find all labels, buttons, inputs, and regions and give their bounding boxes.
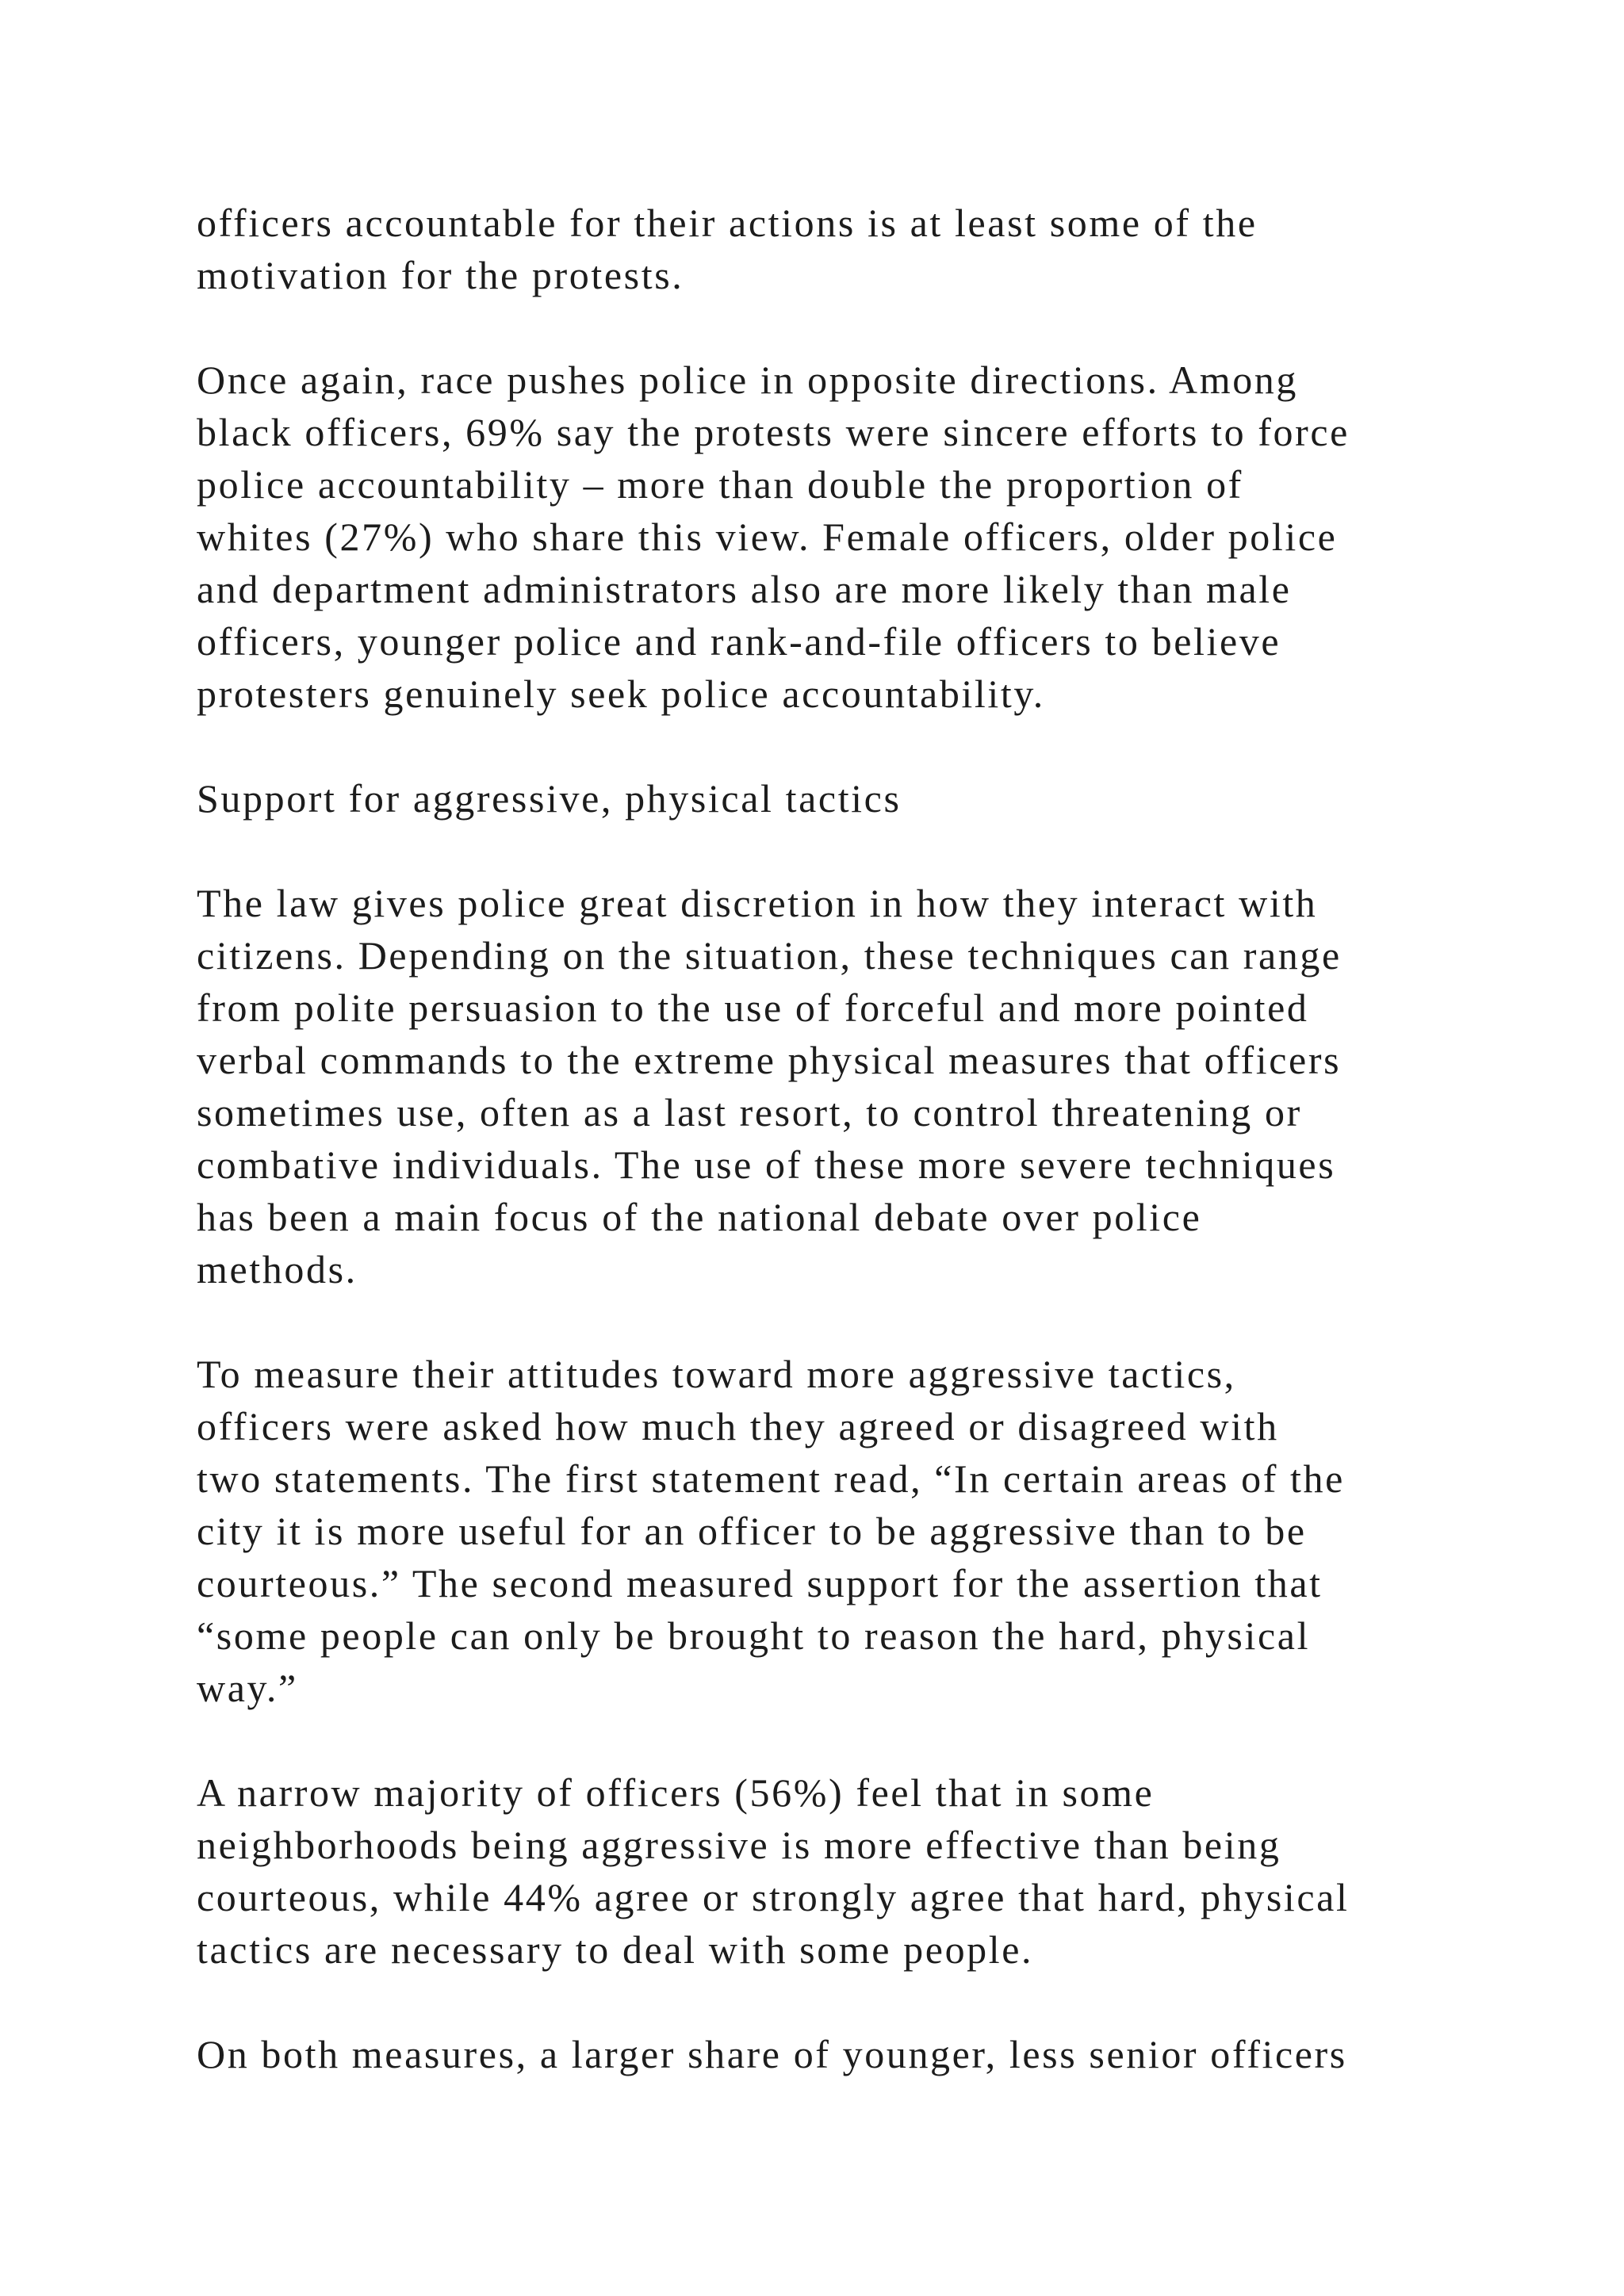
paragraph	[197, 877, 1497, 1295]
text-line: Once again, race pushes police in opposite directions. Among	[197, 358, 1299, 402]
text-line: protesters genuinely seek police accountability.	[197, 672, 1045, 716]
text-line: motivation for the protests.	[197, 253, 684, 297]
text-line: combative individuals. The use of these more severe techniques	[197, 1142, 1336, 1187]
text-line: On both measures, a larger share of younger, less senior officers	[197, 2032, 1347, 2076]
section-heading	[197, 772, 1497, 825]
text-line: from polite persuasion to the use of forceful and more pointed	[197, 985, 1309, 1030]
paragraph	[197, 2028, 1497, 2080]
paragraph	[197, 1766, 1497, 1976]
text-line: has been a main focus of the national debate over police	[197, 1195, 1202, 1239]
text-line: black officers, 69% say the protests were sincere efforts to force	[197, 410, 1350, 454]
text-line: methods.	[197, 1247, 358, 1292]
text-line: whites (27%) who share this view. Female officers, older police	[197, 515, 1338, 559]
text-line: neighborhoods being aggressive is more effective than being	[197, 1823, 1281, 1867]
text-line: way.”	[197, 1666, 298, 1710]
text-line: “some people can only be brought to reason the hard, physical	[197, 1613, 1311, 1658]
paragraph	[197, 354, 1497, 720]
text-line: officers accountable for their actions is at least some of the	[197, 201, 1258, 245]
text-line: officers, younger police and rank-and-file officers to believe	[197, 619, 1281, 664]
text-line: two statements. The first statement read, “In certain areas of the	[197, 1456, 1345, 1501]
text-line: city it is more useful for an officer to be aggressive than to be	[197, 1509, 1307, 1553]
text-line: sometimes use, often as a last resort, to control threatening or	[197, 1090, 1302, 1135]
text-line: courteous.” The second measured support for the assertion that	[197, 1561, 1323, 1605]
text-line: A narrow majority of officers (56%) feel that in some	[197, 1770, 1155, 1815]
text-line: tactics are necessary to deal with some people.	[197, 1927, 1034, 1972]
text-line: and department administrators also are more likely than male	[197, 567, 1292, 611]
text-line: To measure their attitudes toward more aggressive tactics,	[197, 1352, 1236, 1396]
paragraph	[197, 1348, 1497, 1714]
text-line: The law gives police great discretion in how they interact with	[197, 881, 1318, 925]
text-line: verbal commands to the extreme physical measures that officers	[197, 1038, 1342, 1082]
text-line: courteous, while 44% agree or strongly agree that hard, physical	[197, 1875, 1350, 1919]
text-line: police accountability – more than double the proportion of	[197, 462, 1243, 507]
text-line: Support for aggressive, physical tactics	[197, 776, 902, 821]
paragraph	[197, 197, 1497, 301]
body-text	[197, 197, 1497, 2133]
text-line: citizens. Depending on the situation, these techniques can range	[197, 933, 1342, 978]
text-line: officers were asked how much they agreed or disagreed with	[197, 1404, 1279, 1448]
